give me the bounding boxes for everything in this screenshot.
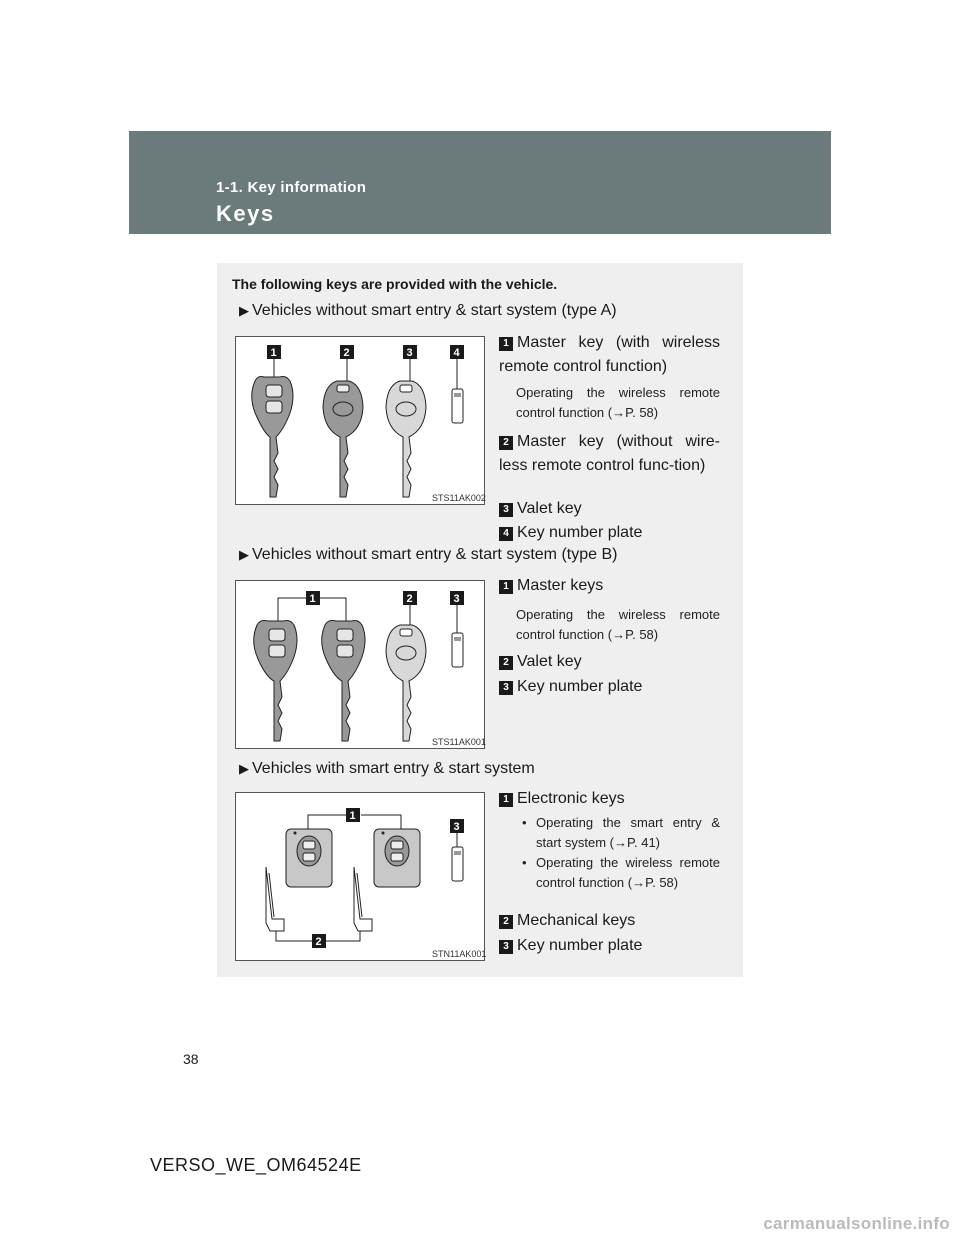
- list-item: • Operating the wireless remote control function (→P. 58): [516, 853, 720, 893]
- mechanical-key-icon: [354, 867, 372, 931]
- item-note: Operating the wireless remote control function (→P. 58): [516, 607, 720, 642]
- svg-text:1: 1: [349, 810, 356, 822]
- pointer-icon: ▶: [239, 303, 249, 318]
- svg-text:2: 2: [315, 936, 322, 948]
- svg-text:1: 1: [309, 593, 316, 605]
- figure-type-a: [235, 336, 485, 505]
- key-illustration-smart-entry: [236, 793, 486, 962]
- master-key-remote-icon: [252, 377, 293, 498]
- item-master-key: 2 Master key (without wire-less remote control func-tion): [499, 433, 720, 474]
- electronic-key-icon: [374, 829, 420, 887]
- item-key-number-plate: 3 Key number plate: [499, 934, 720, 958]
- page-number: 38: [183, 1051, 199, 1067]
- master-key-remote-icon: [254, 621, 297, 742]
- figure-smart-entry: [235, 792, 485, 961]
- callout-labels: [267, 345, 464, 359]
- item-valet-key: 3 Valet key: [499, 497, 720, 521]
- item-key-number-plate: 3 Key number plate: [499, 675, 720, 699]
- figure-type-b: [235, 580, 485, 749]
- svg-text:2: 2: [406, 593, 413, 605]
- mechanical-key-icon: [266, 867, 284, 931]
- item-key-number-plate: 4 Key number plate: [499, 521, 720, 545]
- item-valet-key: 2 Valet key: [499, 650, 720, 674]
- svg-text:2: 2: [343, 347, 350, 359]
- watermark: carmanualsonline.info: [763, 1214, 950, 1233]
- item-bullet-list: [516, 813, 720, 893]
- variant-a-heading: ▶ Vehicles without smart entry & start system (type A): [239, 302, 617, 319]
- pointer-icon: ▶: [239, 761, 249, 776]
- section-label: 1-1. Key information: [216, 179, 367, 196]
- item-master-key-remote: 1 Master key (with wireless remote control function): [499, 334, 720, 375]
- figure-code: STS11AK001: [432, 737, 486, 747]
- variant-b-heading: ▶ Vehicles without smart entry & start system (type B): [239, 546, 618, 563]
- section-header: [129, 131, 831, 234]
- svg-text:3: 3: [453, 593, 460, 605]
- figure-code: STN11AK001: [432, 949, 487, 959]
- document-id: VERSO_WE_OM64524E: [150, 1155, 362, 1175]
- key-illustration-type-a: [236, 337, 486, 506]
- item-mechanical-keys: 2 Mechanical keys: [499, 909, 720, 933]
- svg-text:3: 3: [406, 347, 413, 359]
- item-note: Operating the wireless remote control function (→P. 58): [516, 385, 720, 420]
- electronic-key-icon: [286, 829, 332, 887]
- intro-text: The following keys are provided with the vehicle.: [232, 276, 558, 292]
- variant-c-heading: ▶ Vehicles with smart entry & start system: [239, 760, 535, 777]
- master-key-remote-icon: [322, 621, 365, 742]
- master-key-icon: [323, 381, 363, 497]
- page-title: Keys: [216, 201, 275, 226]
- pointer-icon: ▶: [239, 547, 249, 562]
- svg-text:4: 4: [453, 347, 460, 359]
- item-master-keys: 1 Master keys: [499, 574, 720, 598]
- figure-code: STS11AK002: [432, 493, 486, 503]
- svg-text:1: 1: [270, 347, 277, 359]
- valet-key-icon: [386, 625, 426, 741]
- list-item: • Operating the smart entry & start system (→P. 41): [516, 813, 720, 853]
- valet-key-icon: [386, 381, 426, 497]
- item-electronic-keys: 1 Electronic keys: [499, 787, 720, 811]
- key-illustration-type-b: [236, 581, 486, 750]
- svg-text:3: 3: [453, 821, 460, 833]
